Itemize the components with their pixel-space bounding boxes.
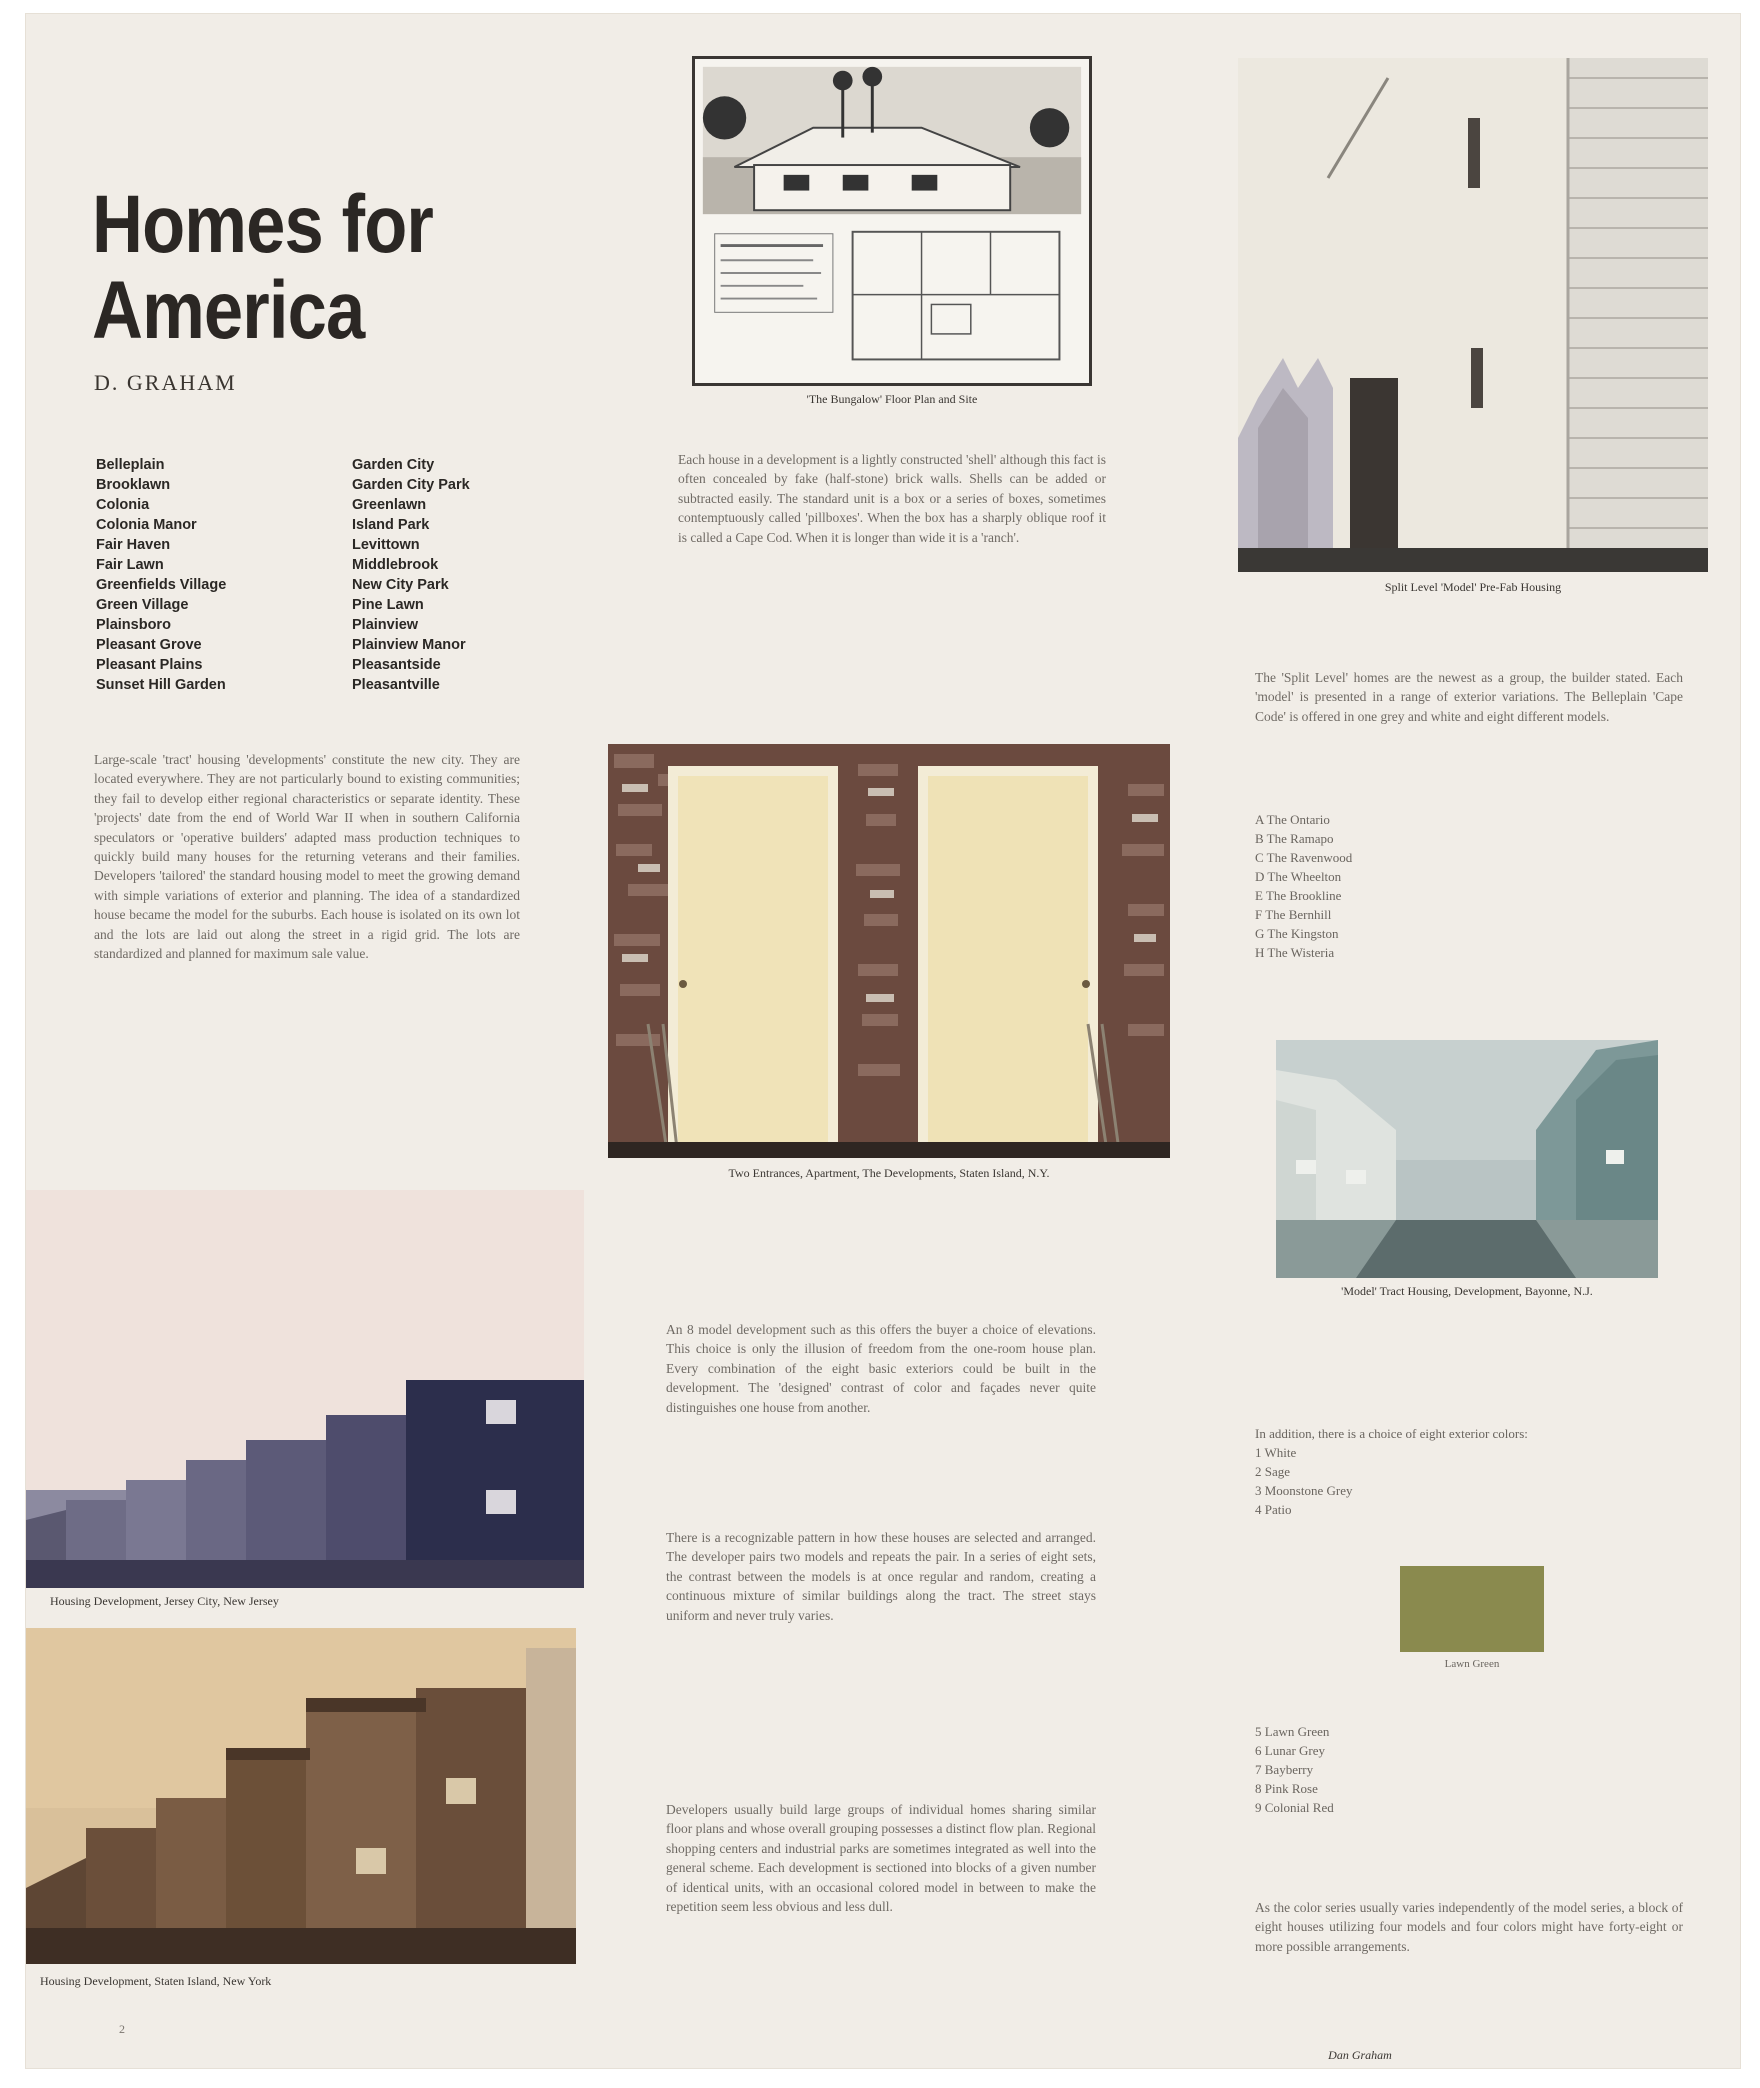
color-list [1255,1722,1455,1817]
color-item: 5 Lawn Green [1255,1724,1330,1739]
model-item: H The Wisteria [1255,945,1335,960]
place-name: Plainview [352,617,419,633]
byline: D. GRAHAM [94,370,237,395]
bungalow-caption: 'The Bungalow' Floor Plan and Site [806,392,978,406]
place-name: Fair Lawn [96,557,164,573]
model-item: D The Wheelton [1255,869,1342,884]
street-photo [1276,1040,1658,1278]
exterior-intro: In addition, there is a choice of eight exterior colors: [1255,1426,1528,1441]
place-name: Pleasant Grove [96,637,202,653]
place-name: Fair Haven [96,537,171,553]
color-item: 7 Bayberry [1255,1762,1314,1777]
exterior-color-item: 3 Moonstone Grey [1255,1483,1353,1498]
place-name: Island Park [352,517,430,533]
place-name: Garden City Park [352,477,470,493]
place-name: Sunset Hill Garden [96,677,226,693]
doors-photo [608,744,1170,1158]
place-name: Brooklawn [96,477,171,493]
color-paragraph: Developers usually build large groups of individual homes sharing similar floor plans and whose overall grouping possesses a distinct flow plan. Regional shopping centers and industrial parks are sometimes integrated as well into the general scheme. Each development is sectioned into blocks of a given number of identical units, with an occasional colored model in between to make the repetition seem less obvious and less dull. [666,1802,1096,1915]
model-item: E The Brookline [1255,888,1342,903]
place-name: Pleasant Plains [96,657,203,673]
model-item: G The Kingston [1255,926,1339,941]
place-name: Colonia Manor [96,517,197,533]
color-item: 9 Colonial Red [1255,1800,1334,1815]
place-name: Pleasantside [352,657,441,673]
rows-lower-caption: Housing Development, Staten Island, New York [40,1974,272,1988]
bungalow-plan-image [692,56,1092,386]
rows-upper-caption: Housing Development, Jersey City, New Jersey [50,1594,279,1608]
exterior-color-item: 4 Patio [1255,1502,1292,1517]
exterior-color-item: 2 Sage [1255,1464,1291,1479]
article-title [92,179,470,356]
place-name: Greenfields Village [96,577,227,593]
choice-paragraph: An 8 model development such as this offers the buyer a choice of elevations. This choice is only the illusion of freedom from the one-room house plan. Every combination of the eight basic exteriors could be built in the development. The 'designed' contrast of color and façades never quite distinguishes one house from another. [666,1322,1096,1415]
exterior-list [1255,1443,1683,1519]
place-name: New City Park [352,577,449,593]
row-houses-photo-upper [26,1190,584,1588]
model-item: C The Ravenwood [1255,850,1353,865]
sets-paragraph: There is a recognizable pattern in how these houses are selected and arranged. The developer pairs two models and repeats the pair. In a series of eight sets, the contrast between the models is at once regular and random, creating a continuous mixture of similar buildings along the tract. The street stays uniform and never truly varies. [666,1530,1096,1623]
place-list-right [352,455,582,695]
color-item: 6 Lunar Grey [1255,1743,1326,1758]
place-name: Levittown [352,537,420,553]
place-name: Belleplain [96,457,165,473]
place-name: Pleasantville [352,677,440,693]
doors-caption: Two Entrances, Apartment, The Developments, Staten Island, N.Y. [728,1166,1050,1180]
place-name: Green Village [96,597,189,613]
street-caption: 'Model' Tract Housing, Development, Bayonne, N.J. [1341,1284,1593,1298]
intro-paragraph: Large-scale 'tract' housing 'developments' constitute the new city. They are located everywhere. They are not particularly bound to existing communities; they fail to develop either regional characteristics or separate identity. These 'projects' date from the end of World War II when in southern California speculators or 'operative builders' adapted mass production techniques to quickly build many houses for the returning veterans and their families. Developers 'tailored' the standard housing model to meet the growing demand with simple variations of exterior and planning. The idea of a standardized house became the model for the suburbs. Each house is isolated on its own lot and the lots are laid out along the street in a rigid grid. The lots are standardized and planned for maximum sale value. [94,752,520,962]
house-wall-photo [1238,58,1708,572]
house-wall-caption: Split Level 'Model' Pre-Fab Housing [1384,580,1562,594]
place-name: Greenlawn [352,497,427,513]
footer-signature: Dan Graham [1328,2048,1392,2062]
model-item: B The Ramapo [1255,831,1334,846]
exterior-color-item: 1 White [1255,1445,1297,1460]
swatch-label: Lawn Green [1444,1658,1500,1670]
place-list-left [96,455,326,695]
title-line-1: Homes for [92,179,434,270]
place-name: Middlebrook [352,557,439,573]
model-item: A The Ontario [1255,812,1330,827]
place-name: Colonia [96,497,150,513]
models-paragraph: The 'Split Level' homes are the newest as a group, the builder stated. Each 'model' is presented in a range of exterior variations. The Belleplain 'Cape Code' is offered in one grey and white and eight different models. [1255,670,1683,724]
bungalow-paragraph: Each house in a development is a lightly constructed 'shell' although this fact is often concealed by fake (half-stone) brick walls. Shells can be added or subtracted easily. The standard unit is a box or a series of boxes, sometimes contemptuously called 'pillboxes'. When the box has a sharply oblique roof it is called a Cape Cod. When it is longer than wide it is a 'ranch'. [678,452,1106,545]
closing-paragraph: As the color series usually varies independently of the model series, a block of eight houses utilizing four models and four colors might have forty-eight or more possible arrangements. [1255,1900,1683,1954]
lawn-green-swatch [1400,1566,1544,1652]
title-line-2: America [92,265,365,356]
model-item: F The Bernhill [1255,907,1332,922]
place-name: Pine Lawn [352,597,424,613]
place-name: Plainview Manor [352,637,466,653]
row-houses-photo-lower [26,1628,576,1964]
place-name: Plainsboro [96,617,171,633]
exterior-colors [1255,1424,1683,1519]
place-name: Garden City [352,457,435,473]
color-item: 8 Pink Rose [1255,1781,1318,1796]
model-list [1255,810,1455,962]
page-number: 2 [119,2022,125,2036]
